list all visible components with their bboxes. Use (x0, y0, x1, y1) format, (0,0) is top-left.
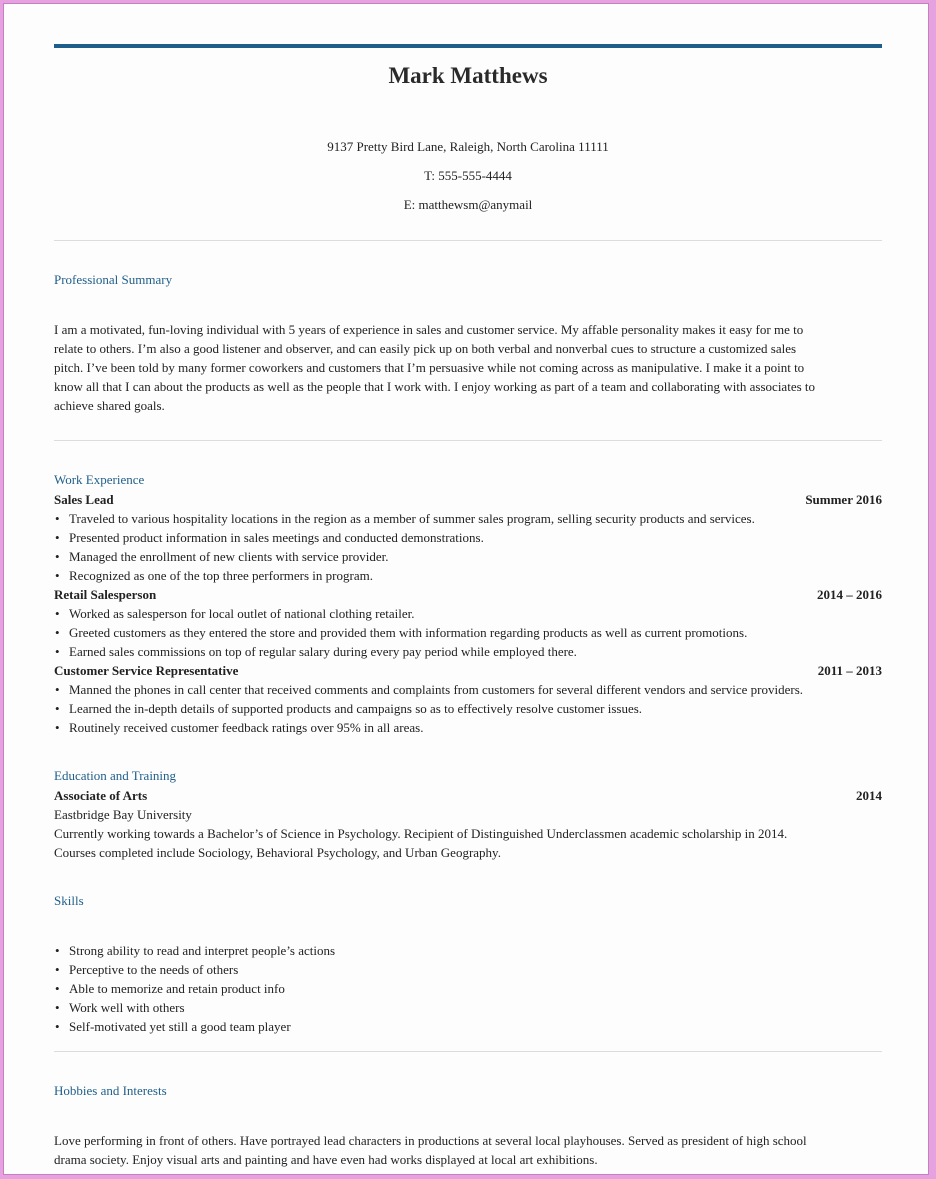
list-item: • Presented product information in sales meetings and conducted demonstrations. (54, 528, 882, 547)
list-item: • Worked as salesperson for local outlet of national clothing retailer. (54, 604, 882, 623)
section-heading-skills: Skills (54, 893, 84, 908)
skills-list (54, 941, 882, 1036)
job-title: Customer Service Representative (54, 663, 239, 678)
summary-line: know all that I can about the products as well as the people that I work with. I enjoy working as part of a team and collaborating with associates to (54, 379, 816, 394)
divider (54, 240, 882, 241)
job-date: 2011 – 2013 (817, 663, 882, 678)
list-item: • Strong ability to read and interpret people’s actions (54, 941, 882, 960)
degree-title: Associate of Arts (54, 788, 148, 803)
job-bullets (54, 509, 882, 585)
summary-line: pitch. I’ve been told by many former coworkers and customers that I’m persuasive while not coming across as manipulative. I make it a point to (54, 360, 805, 375)
contact-email: E: matthewsm@anymail (403, 197, 533, 212)
list-item: • Perceptive to the needs of others (54, 960, 882, 979)
list-item: • Recognized as one of the top three performers in program. (54, 566, 882, 585)
job-date: 2014 – 2016 (817, 587, 882, 602)
summary-line: relate to others. I’m also a good listener and observer, and can easily pick up on both verbal and nonverbal cues to structure a customized sales (54, 341, 797, 356)
resume-frame (3, 3, 929, 1175)
education-line: Currently working towards a Bachelor’s of Science in Psychology. Recipient of Distinguished Underclassmen academic scholarship in 2014. (54, 826, 788, 841)
list-item: • Manned the phones in call center that received comments and complaints from customers for several different vendors and service providers. (54, 680, 882, 699)
job-header (54, 490, 882, 509)
job-header (54, 585, 882, 604)
candidate-name: Mark Matthews (388, 63, 548, 88)
summary-line: achieve shared goals. (54, 398, 165, 413)
job-title: Retail Salesperson (54, 587, 157, 602)
summary-text (54, 320, 882, 415)
list-item: • Learned the in-depth details of supported products and campaigns so as to effectively resolve customer issues. (54, 699, 882, 718)
divider (54, 1051, 882, 1052)
section-heading-education: Education and Training (54, 768, 177, 783)
list-item: • Able to memorize and retain product info (54, 979, 882, 998)
list-item: • Traveled to various hospitality locations in the region as a member of summer sales program, selling security products and services. (54, 509, 882, 528)
list-item: • Routinely received customer feedback ratings over 95% in all areas. (54, 718, 882, 737)
job-bullets (54, 680, 882, 737)
section-heading-hobbies: Hobbies and Interests (54, 1083, 167, 1098)
section-heading-summary: Professional Summary (54, 272, 173, 287)
list-item: • Greeted customers as they entered the store and provided them with information regarding products as well as current promotions. (54, 623, 882, 642)
education-details (54, 805, 882, 862)
divider (54, 440, 882, 441)
contact-phone: T: 555-555-4444 (424, 168, 512, 183)
list-item: • Work well with others (54, 998, 882, 1017)
hobbies-line: Love performing in front of others. Have portrayed lead characters in productions at several local playhouses. Served as president of high school (54, 1133, 807, 1148)
job-date: Summer 2016 (805, 492, 882, 507)
list-item: • Earned sales commissions on top of regular salary during every pay period while employed there. (54, 642, 882, 661)
job-bullets (54, 604, 882, 661)
school-name: Eastbridge Bay University (54, 807, 192, 822)
degree-date: 2014 (856, 788, 882, 803)
hobbies-text (54, 1131, 882, 1169)
hobbies-line: drama society. Enjoy visual arts and painting and have even had works displayed at local art exhibitions. (54, 1152, 598, 1167)
summary-line: I am a motivated, fun-loving individual with 5 years of experience in sales and customer service. My affable personality makes it easy for me to (54, 322, 804, 337)
section-heading-experience: Work Experience (54, 472, 145, 487)
education-line: Courses completed include Sociology, Behavioral Psychology, and Urban Geography. (54, 845, 501, 860)
education-header (54, 786, 882, 805)
list-item: • Self-motivated yet still a good team player (54, 1017, 882, 1036)
job-title: Sales Lead (54, 492, 114, 507)
top-accent-bar (54, 44, 882, 48)
list-item: • Managed the enrollment of new clients with service provider. (54, 547, 882, 566)
job-header (54, 661, 882, 680)
contact-address: 9137 Pretty Bird Lane, Raleigh, North Carolina 11111 (327, 139, 609, 154)
